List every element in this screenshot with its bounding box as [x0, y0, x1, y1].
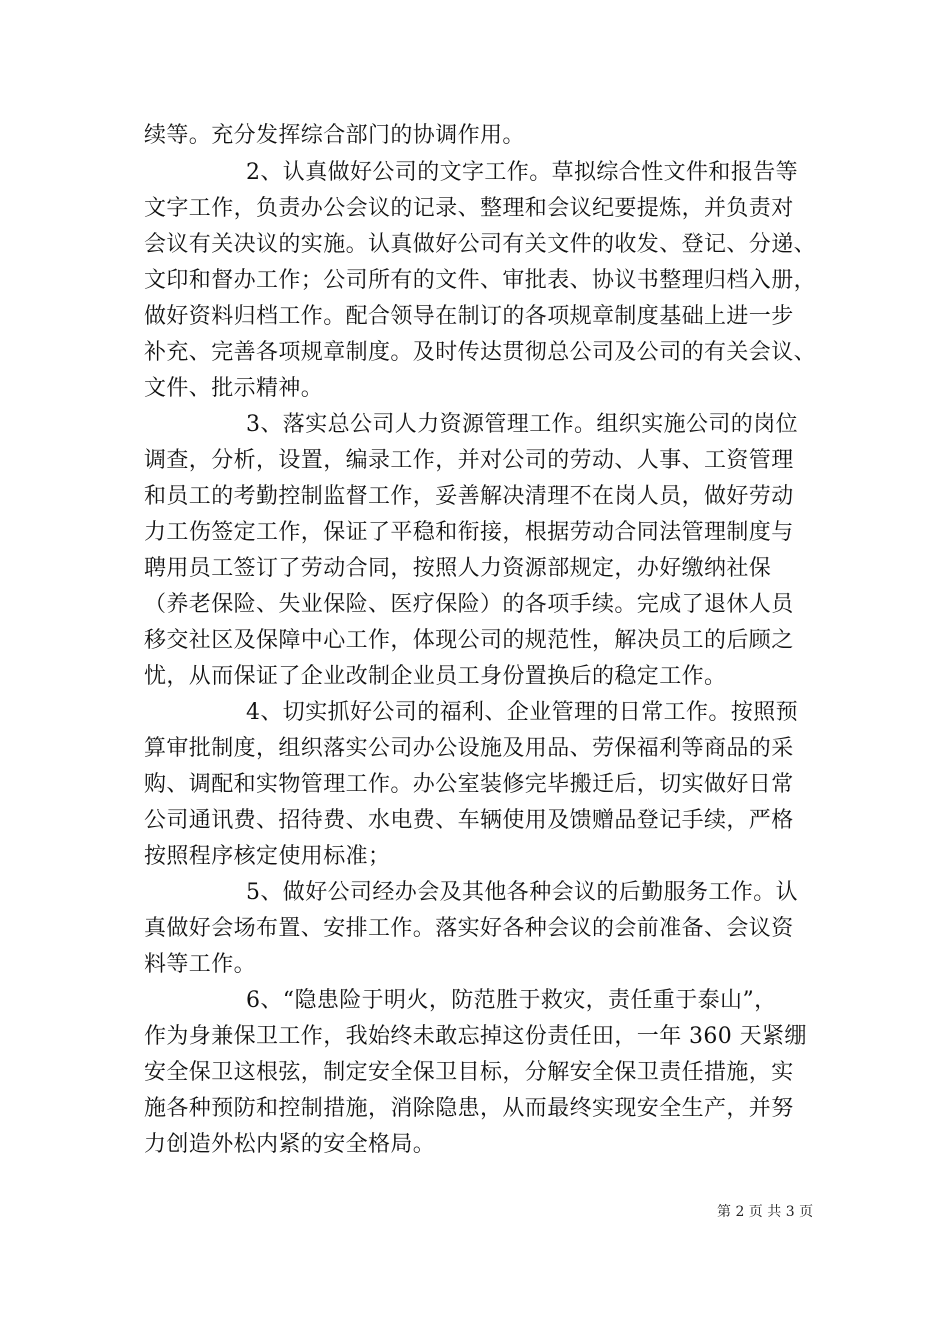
- text-line: 按照程序核定使用标准；: [144, 844, 391, 869]
- text-line: 2、认真做好公司的文字工作。草拟综合性文件和报告等: [246, 160, 798, 185]
- text-line: 安全保卫这根弦，制定安全保卫目标，分解安全保卫责任措施，实: [144, 1060, 794, 1085]
- text-line: 做好资料归档工作。配合领导在制订的各项规章制度基础上进一步: [144, 304, 794, 329]
- text-line: 调查，分析，设置，编录工作，并对公司的劳动、人事、工资管理: [144, 448, 794, 473]
- text-line: 作为身兼保卫工作，我始终未敢忘掉这份责任田，一年 360 天紧绷: [144, 1024, 807, 1049]
- text-line: 6、“隐患险于明火，防范胜于救灾，责任重于泰山”，: [246, 988, 777, 1013]
- text-line: 力创造外松内紧的安全格局。: [144, 1132, 436, 1157]
- page-number: 第 2 页 共 3 页: [717, 1204, 814, 1220]
- text-line: 文印和督办工作；公司所有的文件、审批表、协议书整理归档入册，: [144, 268, 817, 293]
- text-line: 文件、批示精神。: [144, 376, 324, 401]
- text-line: 力工伤签定工作，保证了平稳和衔接，根据劳动合同法管理制度与: [144, 520, 794, 545]
- text-line: 料等工作。: [144, 952, 257, 977]
- text-line: 真做好会场布置、安排工作。落实好各种会议的会前准备、会议资: [144, 916, 794, 941]
- text-line: 购、调配和实物管理工作。办公室装修完毕搬迁后，切实做好日常: [144, 772, 794, 797]
- text-line: 和员工的考勤控制监督工作，妥善解决清理不在岗人员，做好劳动: [144, 484, 794, 509]
- text-line: 算审批制度，组织落实公司办公设施及用品、劳保福利等商品的采: [144, 736, 794, 761]
- text-line: 移交社区及保障中心工作，体现公司的规范性，解决员工的后顾之: [144, 628, 794, 653]
- text-line: 聘用员工签订了劳动合同，按照人力资源部规定，办好缴纳社保: [144, 556, 772, 581]
- text-line: 会议有关决议的实施。认真做好公司有关文件的收发、登记、分递、: [144, 232, 817, 257]
- text-line: 续等。充分发挥综合部门的协调作用。: [144, 123, 525, 148]
- text-line: 5、做好公司经办会及其他各种会议的后勤服务工作。认: [246, 880, 798, 905]
- text-line: 3、落实总公司人力资源管理工作。组织实施公司的岗位: [246, 412, 798, 437]
- text-line: （养老保险、失业保险、医疗保险）的各项手续。完成了退休人员: [144, 592, 794, 617]
- text-line: 文字工作，负责办公会议的记录、整理和会议纪要提炼，并负责对: [144, 196, 794, 221]
- text-line: 忧，从而保证了企业改制企业员工身份置换后的稳定工作。: [144, 664, 727, 689]
- text-line: 公司通讯费、招待费、水电费、车辆使用及馈赠品登记手续，严格: [144, 808, 794, 833]
- text-line: 施各种预防和控制措施，消除隐患，从而最终实现安全生产，并努: [144, 1096, 794, 1121]
- text-line: 补充、完善各项规章制度。及时传达贯彻总公司及公司的有关会议、: [144, 340, 817, 365]
- text-line: 4、切实抓好公司的福利、企业管理的日常工作。按照预: [246, 700, 798, 725]
